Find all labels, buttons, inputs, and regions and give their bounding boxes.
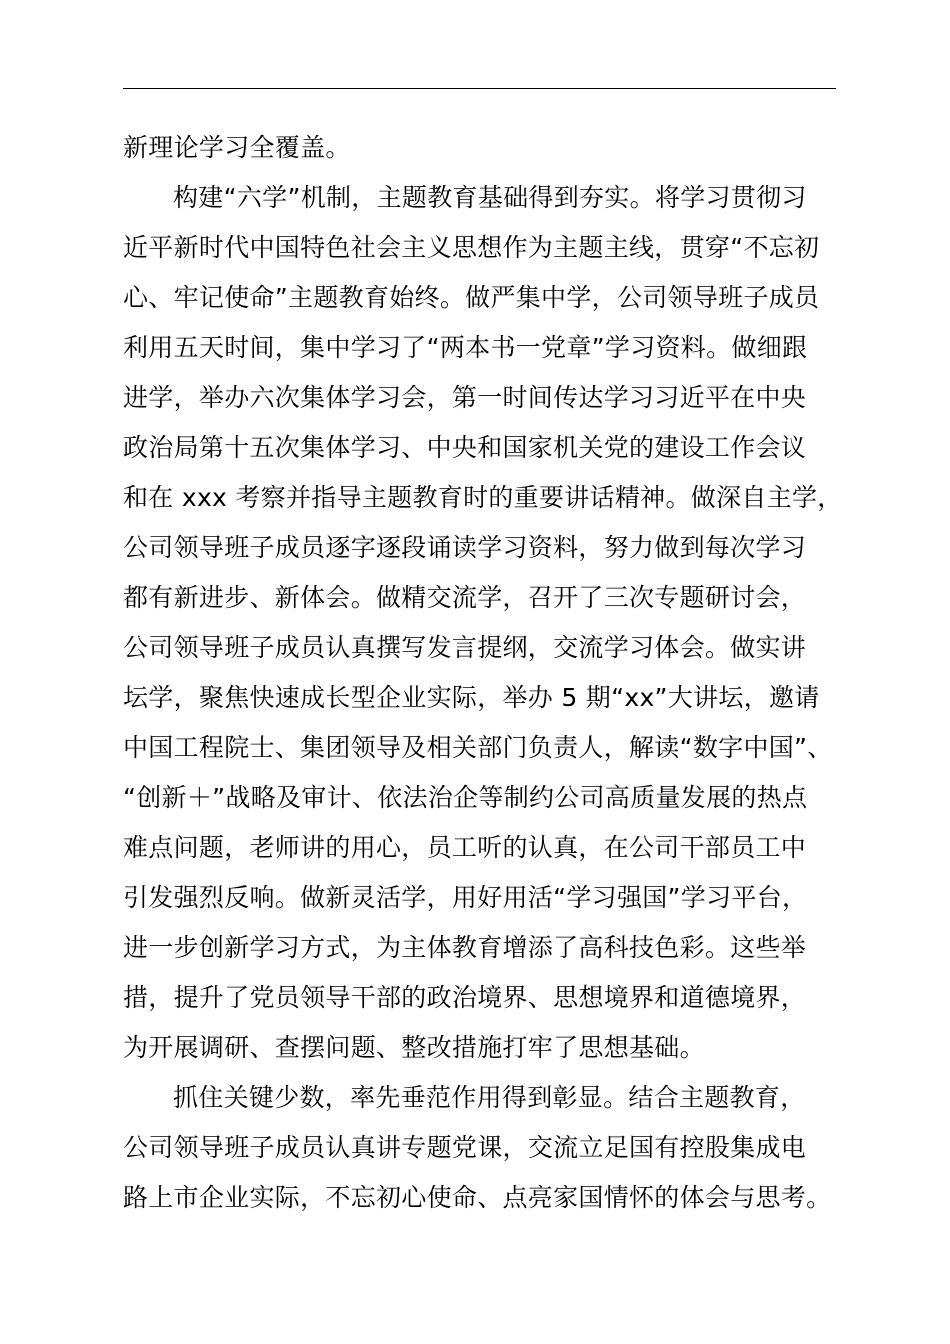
text-line: 都有新进步、新体会。做精交流学，召开了三次专题研讨会， [123,583,807,612]
text-line: 公司领导班子成员逐字逐段诵读学习资料，努力做到每次学习 [123,533,807,562]
text-line: 公司领导班子成员认真撰写发言提纲，交流学习体会。做实讲 [123,633,807,662]
text-line: 路上市企业实际，不忘初心使命、点亮家国情怀的体会与思考。 [123,1183,832,1212]
header-rule [123,88,836,89]
text-line: 近平新时代中国特色社会主义思想作为主题主线，贯穿“不忘初 [123,233,820,262]
text-line: 心、牢记使命”主题教育始终。做严集中学，公司领导班子成员 [123,283,820,312]
text-line: 难点问题，老师讲的用心，员工听的认真，在公司干部员工中 [123,833,807,862]
text-line: 中国工程院士、集团领导及相关部门负责人，解读“数字中国”、 [123,733,833,762]
text-line: 引发强烈反响。做新灵活学，用好用活“学习强国”学习平台， [123,883,808,912]
text-line: 坛学，聚焦快速成长型企业实际，举办 5 期“xx”大讲坛，邀请 [123,683,820,712]
text-line: 为开展调研、查摆问题、整改措施打牢了思想基础。 [123,1033,705,1062]
text-line: 利用五天时间，集中学习了“两本书一党章”学习资料。做细跟 [123,333,808,362]
paragraph-first-line: 抓住关键少数，率先垂范作用得到彰显。结合主题教育， [173,1083,806,1112]
text-line: 政治局第十五次集体学习、中央和国家机关党的建设工作会议 [123,433,807,462]
text-line: 进学，举办六次集体学习会，第一时间传达学习习近平在中央 [123,383,807,412]
text-line: “创新＋”战略及审计、依法治企等制约公司高质量发展的热点 [123,783,808,812]
paragraph-first-line: 构建“六学”机制，主题教育基础得到夯实。将学习贯彻习 [173,183,807,212]
text-line: 进一步创新学习方式，为主体教育增添了高科技色彩。这些举 [123,933,807,962]
text-line: 新理论学习全覆盖。 [123,133,351,162]
text-line: 措，提升了党员领导干部的政治境界、思想境界和道德境界， [123,983,807,1012]
text-line: 和在 xxx 考察并指导主题教育时的重要讲话精神。做深自主学， [123,483,843,512]
text-line: 公司领导班子成员认真讲专题党课，交流立足国有控股集成电 [123,1133,807,1162]
